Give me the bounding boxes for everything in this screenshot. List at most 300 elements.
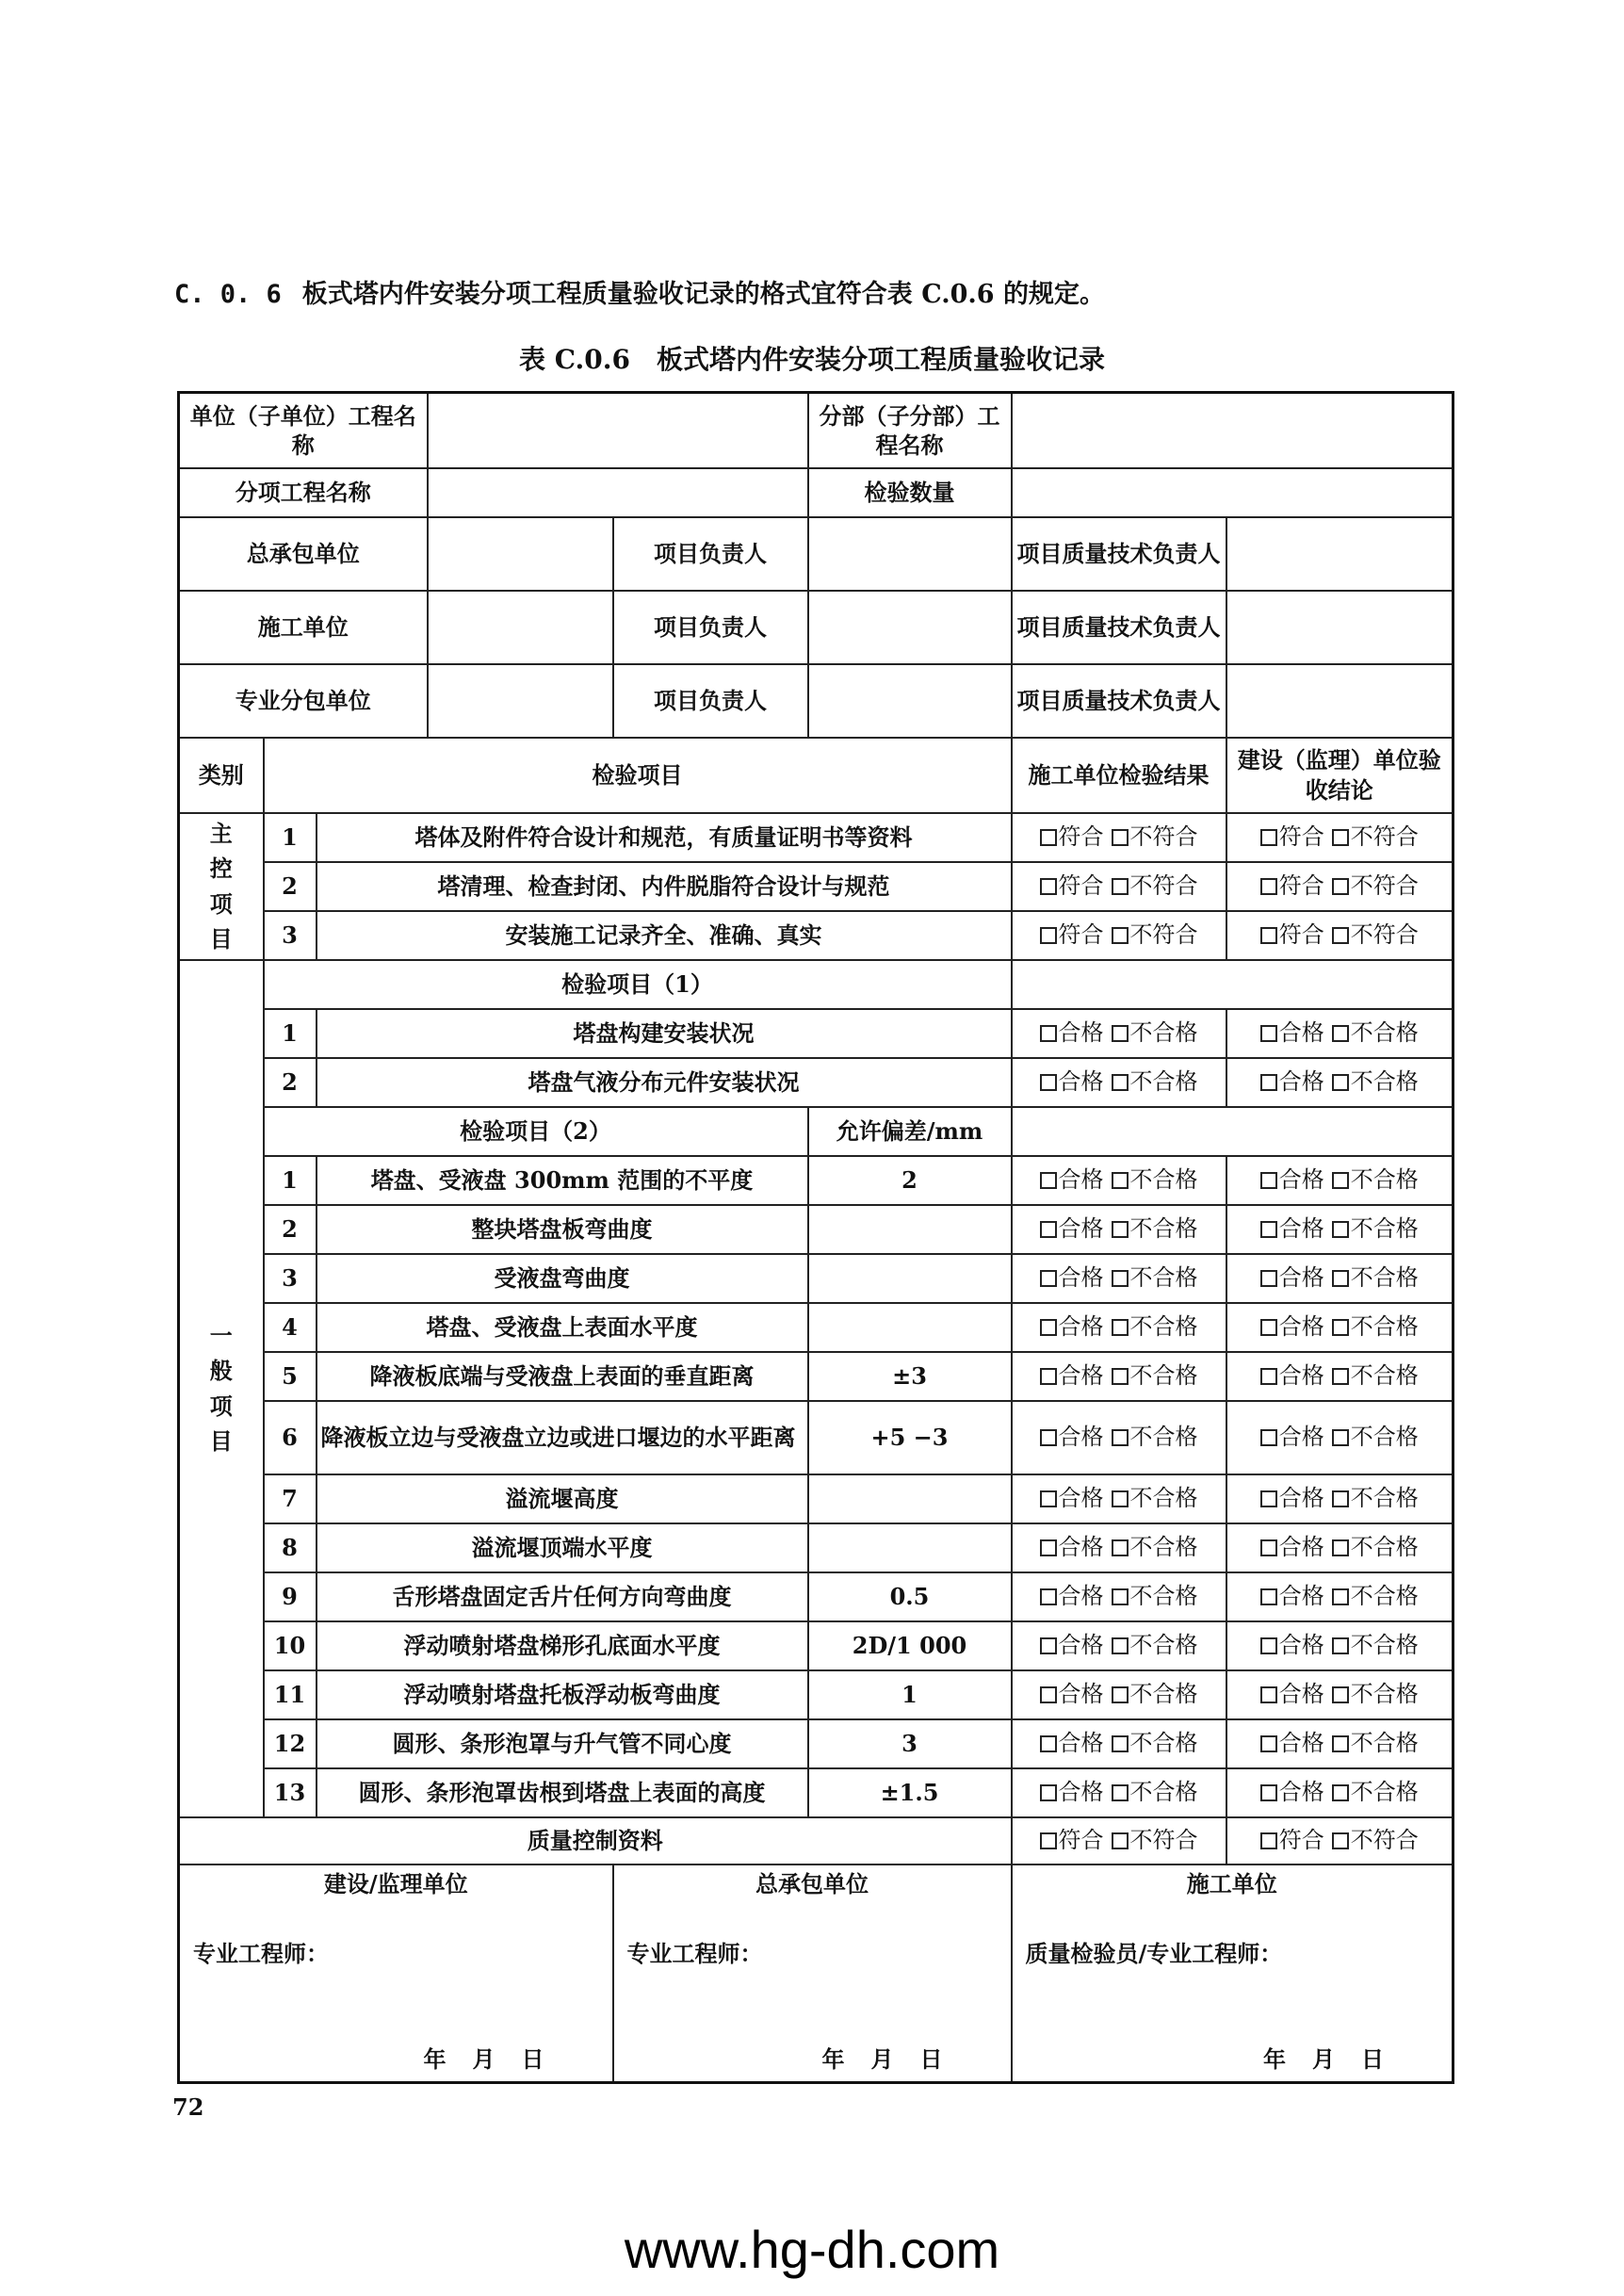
project-manager-field[interactable] (808, 664, 1012, 738)
checkbox-icon[interactable] (1332, 1172, 1349, 1189)
positive-option[interactable] (1260, 1424, 1324, 1450)
positive-option[interactable] (1260, 1534, 1324, 1560)
positive-option[interactable] (1260, 1313, 1324, 1340)
division-name-field[interactable] (1012, 393, 1453, 468)
option-label: 不符合 (1350, 871, 1419, 899)
option-label: 不符合 (1129, 920, 1198, 948)
checkbox-icon[interactable] (1112, 1270, 1129, 1287)
checkbox-icon[interactable] (1260, 1784, 1277, 1801)
checkbox-icon[interactable] (1040, 1490, 1057, 1507)
checkbox-icon[interactable] (1260, 1490, 1277, 1507)
table-row (179, 911, 1453, 960)
checkbox-icon[interactable] (1332, 1221, 1349, 1238)
checkbox-icon[interactable] (1260, 1735, 1277, 1752)
construction-result-check (1012, 813, 1226, 862)
positive-option[interactable] (1260, 1068, 1324, 1095)
checkbox-icon[interactable] (1040, 1832, 1057, 1849)
negative-option[interactable] (1332, 1681, 1419, 1707)
table-row (179, 1474, 1453, 1523)
checkbox-icon[interactable] (1332, 1025, 1349, 1042)
unit-name-label: 单位（子单位）工程名称 (179, 393, 428, 468)
construction-result-check (1012, 862, 1226, 911)
checkbox-icon[interactable] (1332, 1784, 1349, 1801)
negative-option[interactable] (1112, 1264, 1198, 1291)
project-manager-label: 项目负责人 (613, 591, 808, 664)
checkbox-icon[interactable] (1040, 1539, 1057, 1556)
table-row (179, 1572, 1453, 1621)
checkbox-icon[interactable] (1332, 878, 1349, 895)
positive-option[interactable] (1040, 1215, 1104, 1242)
item-description: 塔盘、受液盘 300mm 范围的不平度 (317, 1156, 808, 1205)
negative-option[interactable] (1112, 1485, 1198, 1511)
negative-option[interactable] (1112, 1583, 1198, 1609)
checkbox-icon[interactable] (1040, 1221, 1057, 1238)
positive-option[interactable] (1260, 1485, 1324, 1511)
supervision-conclusion-check (1226, 1768, 1453, 1817)
checkbox-icon[interactable] (1332, 1539, 1349, 1556)
inspection-qty-field[interactable] (1012, 468, 1453, 517)
checkbox-icon[interactable] (1040, 1784, 1057, 1801)
option-label: 不合格 (1350, 1214, 1419, 1242)
option-label: 合格 (1278, 1361, 1324, 1389)
negative-option[interactable] (1332, 1779, 1419, 1805)
option-label: 不符合 (1350, 822, 1419, 850)
general-contractor-field[interactable] (428, 517, 613, 591)
negative-option[interactable] (1332, 1313, 1419, 1340)
signature-date[interactable] (1239, 2044, 1386, 2074)
unit-name-field[interactable] (428, 393, 808, 468)
checkbox-icon[interactable] (1260, 1074, 1277, 1091)
positive-option[interactable] (1040, 1166, 1104, 1193)
positive-option[interactable] (1040, 1019, 1104, 1046)
checkbox-icon[interactable] (1260, 927, 1277, 944)
negative-option[interactable] (1332, 1166, 1419, 1193)
table-row (179, 1768, 1453, 1817)
checkbox-icon[interactable] (1040, 1686, 1057, 1703)
checkbox-icon[interactable] (1040, 1368, 1057, 1385)
tolerance-value: ±1.5 (808, 1768, 1012, 1817)
checkbox-icon[interactable] (1260, 1637, 1277, 1654)
negative-option[interactable] (1112, 1068, 1198, 1095)
table-row (179, 1303, 1453, 1352)
negative-option[interactable] (1112, 1019, 1198, 1046)
table-row (179, 1009, 1453, 1058)
positive-option[interactable] (1040, 872, 1104, 899)
tolerance-value: 1 (808, 1670, 1012, 1719)
item-number: 1 (264, 1156, 317, 1205)
construction-unit-field[interactable] (428, 591, 613, 664)
positive-option[interactable] (1260, 921, 1324, 948)
signature-block[interactable] (1012, 1864, 1453, 2083)
option-label: 不符合 (1350, 920, 1419, 948)
negative-option[interactable] (1112, 1632, 1198, 1658)
item-description: 降液板底端与受液盘上表面的垂直距离 (317, 1352, 808, 1401)
positive-option[interactable] (1260, 1779, 1324, 1805)
checkbox-icon[interactable] (1260, 1686, 1277, 1703)
option-label: 合格 (1058, 1263, 1104, 1291)
negative-option[interactable] (1112, 1730, 1198, 1756)
item-number: 1 (264, 813, 317, 862)
option-label: 不符合 (1129, 822, 1198, 850)
checkbox-icon[interactable] (1260, 1270, 1277, 1287)
checkbox-icon[interactable] (1040, 1637, 1057, 1654)
quality-control-label: 质量控制资料 (179, 1817, 1012, 1864)
table-row (179, 960, 1453, 1009)
positive-option[interactable] (1040, 1534, 1104, 1560)
positive-option[interactable] (1040, 1424, 1104, 1450)
option-label: 不合格 (1129, 1680, 1198, 1707)
tolerance-value: +5 −3 (808, 1401, 1012, 1474)
signature-date[interactable] (798, 2044, 945, 2074)
construction-result-header: 施工单位检验结果 (1012, 738, 1226, 813)
date-month-label: 月 (1312, 2044, 1337, 2073)
checkbox-icon[interactable] (1040, 1074, 1057, 1091)
checkbox-icon[interactable] (1332, 1637, 1349, 1654)
negative-option[interactable] (1332, 823, 1419, 850)
option-label: 不合格 (1350, 1729, 1419, 1756)
item-description: 塔盘构建安装状况 (317, 1009, 1012, 1058)
negative-option[interactable] (1332, 1730, 1419, 1756)
option-label: 合格 (1278, 1214, 1324, 1242)
option-label: 合格 (1278, 1582, 1324, 1609)
option-label: 不合格 (1350, 1312, 1419, 1340)
checkbox-icon[interactable] (1112, 1074, 1129, 1091)
checkbox-icon[interactable] (1332, 1319, 1349, 1336)
supervision-conclusion-check (1226, 1156, 1453, 1205)
option-label: 合格 (1058, 1214, 1104, 1242)
option-label: 不合格 (1350, 1778, 1419, 1805)
item-description: 溢流堰顶端水平度 (317, 1523, 808, 1572)
construction-result-check (1012, 1156, 1226, 1205)
general-category: 一 般 项 目 (179, 960, 264, 1817)
checkbox-icon[interactable] (1112, 829, 1129, 846)
option-label: 不合格 (1129, 1631, 1198, 1658)
item-number: 2 (264, 1205, 317, 1254)
option-label: 合格 (1058, 1778, 1104, 1805)
table-row (179, 1352, 1453, 1401)
positive-option[interactable] (1260, 1827, 1324, 1853)
negative-option[interactable] (1332, 1485, 1419, 1511)
negative-option[interactable] (1332, 1583, 1419, 1609)
checkbox-icon[interactable] (1260, 1025, 1277, 1042)
item-number: 3 (264, 911, 317, 960)
checkbox-icon[interactable] (1112, 1539, 1129, 1556)
table-row (179, 1401, 1453, 1474)
checkbox-icon[interactable] (1260, 1368, 1277, 1385)
option-label: 合格 (1278, 1067, 1324, 1095)
checkbox-icon[interactable] (1040, 1429, 1057, 1446)
checkbox-icon[interactable] (1260, 878, 1277, 895)
supervision-conclusion-check (1226, 1401, 1453, 1474)
item-number: 5 (264, 1352, 317, 1401)
tolerance-value (808, 1474, 1012, 1523)
option-label: 符合 (1058, 871, 1104, 899)
item-number: 2 (264, 1058, 317, 1107)
supervision-conclusion-check (1226, 813, 1453, 862)
option-label: 合格 (1278, 1778, 1324, 1805)
checkbox-icon[interactable] (1332, 1735, 1349, 1752)
signature-block[interactable] (613, 1864, 1012, 2083)
supervision-conclusion-check (1226, 1719, 1453, 1768)
tolerance-header: 允许偏差/mm (808, 1107, 1012, 1156)
checkbox-icon[interactable] (1112, 1832, 1129, 1849)
option-label: 合格 (1278, 1533, 1324, 1560)
negative-option[interactable] (1112, 1215, 1198, 1242)
quality-tech-field[interactable] (1226, 517, 1453, 591)
negative-option[interactable] (1332, 1068, 1419, 1095)
tolerance-value: 2 (808, 1156, 1012, 1205)
checkbox-icon[interactable] (1260, 1429, 1277, 1446)
option-label: 不合格 (1350, 1423, 1419, 1450)
negative-option[interactable] (1112, 1534, 1198, 1560)
checkbox-icon[interactable] (1112, 1429, 1129, 1446)
positive-option[interactable] (1260, 1019, 1324, 1046)
checkbox-icon[interactable] (1112, 1368, 1129, 1385)
signature-date[interactable] (399, 2044, 546, 2074)
table-row (179, 1621, 1453, 1670)
negative-option[interactable] (1332, 1632, 1419, 1658)
acceptance-record-table (177, 391, 1454, 2084)
option-label: 不合格 (1350, 1680, 1419, 1707)
positive-option[interactable] (1260, 1362, 1324, 1389)
construction-unit-label: 施工单位 (179, 591, 428, 664)
option-label: 不符合 (1129, 1826, 1198, 1853)
option-label: 合格 (1058, 1631, 1104, 1658)
supervision-conclusion-check (1226, 1205, 1453, 1254)
quality-tech-field[interactable] (1226, 591, 1453, 664)
item-number: 11 (264, 1670, 317, 1719)
construction-result-check (1012, 1719, 1226, 1768)
positive-option[interactable] (1260, 872, 1324, 899)
checkbox-icon[interactable] (1040, 1319, 1057, 1336)
checkbox-icon[interactable] (1332, 1074, 1349, 1091)
signature-block[interactable] (179, 1864, 613, 2083)
checkbox-icon[interactable] (1112, 1172, 1129, 1189)
checkbox-icon[interactable] (1040, 1735, 1057, 1752)
item-number: 10 (264, 1621, 317, 1670)
group2-blank (1012, 1107, 1453, 1156)
item-number: 6 (264, 1401, 317, 1474)
positive-option[interactable] (1260, 1632, 1324, 1658)
date-day-label: 日 (1361, 2044, 1386, 2073)
checkbox-icon[interactable] (1112, 1735, 1129, 1752)
negative-option[interactable] (1112, 1362, 1198, 1389)
date-month-label: 月 (472, 2044, 497, 2073)
negative-option[interactable] (1332, 1424, 1419, 1450)
checkbox-icon[interactable] (1112, 1221, 1129, 1238)
construction-result-check (1012, 1254, 1226, 1303)
supervision-conclusion-check (1226, 1058, 1453, 1107)
checkbox-icon[interactable] (1332, 1832, 1349, 1849)
option-label: 不合格 (1129, 1729, 1198, 1756)
construction-result-check (1012, 1205, 1226, 1254)
negative-option[interactable] (1332, 1534, 1419, 1560)
division-name-label: 分部（子分部）工程名称 (808, 393, 1012, 468)
option-label: 合格 (1278, 1165, 1324, 1193)
option-label: 不合格 (1129, 1533, 1198, 1560)
checkbox-icon[interactable] (1332, 1270, 1349, 1287)
checkbox-icon[interactable] (1112, 1319, 1129, 1336)
checkbox-icon[interactable] (1260, 829, 1277, 846)
checkbox-icon[interactable] (1260, 1832, 1277, 1849)
option-label: 不合格 (1129, 1263, 1198, 1291)
checkbox-icon[interactable] (1260, 1221, 1277, 1238)
checkbox-icon[interactable] (1040, 927, 1057, 944)
supervision-conclusion-check (1226, 1254, 1453, 1303)
positive-option[interactable] (1040, 1583, 1104, 1609)
option-label: 合格 (1278, 1680, 1324, 1707)
option-label: 不合格 (1350, 1631, 1419, 1658)
tolerance-value: ±3 (808, 1352, 1012, 1401)
option-label: 不合格 (1129, 1778, 1198, 1805)
positive-option[interactable] (1260, 1166, 1324, 1193)
checkbox-icon[interactable] (1112, 927, 1129, 944)
option-label: 不合格 (1350, 1067, 1419, 1095)
signature-unit: 建设/监理单位 (323, 1869, 468, 1897)
quality-tech-field[interactable] (1226, 664, 1453, 738)
negative-option[interactable] (1332, 1264, 1419, 1291)
checkbox-icon[interactable] (1112, 1588, 1129, 1605)
option-label: 合格 (1278, 1729, 1324, 1756)
checkbox-icon[interactable] (1332, 927, 1349, 944)
negative-option[interactable] (1112, 1779, 1198, 1805)
checkbox-icon[interactable] (1112, 1784, 1129, 1801)
option-label: 不合格 (1129, 1582, 1198, 1609)
tolerance-value (808, 1303, 1012, 1352)
checkbox-icon[interactable] (1112, 878, 1129, 895)
negative-option[interactable] (1112, 1681, 1198, 1707)
positive-option[interactable] (1260, 1583, 1324, 1609)
positive-option[interactable] (1040, 1681, 1104, 1707)
positive-option[interactable] (1040, 1068, 1104, 1095)
project-manager-label: 项目负责人 (613, 664, 808, 738)
date-year-label: 年 (423, 2044, 448, 2073)
positive-option[interactable] (1040, 1632, 1104, 1658)
checkbox-icon[interactable] (1112, 1686, 1129, 1703)
option-label: 符合 (1278, 920, 1324, 948)
table-row (179, 1523, 1453, 1572)
negative-option[interactable] (1112, 1166, 1198, 1193)
quality-tech-label: 项目质量技术负责人 (1012, 517, 1226, 591)
item-description: 塔清理、检查封闭、内件脱脂符合设计与规范 (317, 862, 1012, 911)
positive-option[interactable] (1040, 921, 1104, 948)
option-label: 不合格 (1129, 1484, 1198, 1511)
negative-option[interactable] (1112, 1424, 1198, 1450)
checkbox-icon[interactable] (1040, 829, 1057, 846)
date-year-label: 年 (1263, 2044, 1288, 2073)
checkbox-icon[interactable] (1040, 1588, 1057, 1605)
positive-option[interactable] (1260, 1681, 1324, 1707)
checkbox-icon[interactable] (1332, 1588, 1349, 1605)
positive-option[interactable] (1040, 1730, 1104, 1756)
supervision-conclusion-check (1226, 1523, 1453, 1572)
checkbox-icon[interactable] (1332, 1368, 1349, 1385)
category-header: 类别 (179, 738, 264, 813)
checkbox-icon[interactable] (1332, 829, 1349, 846)
positive-option[interactable] (1040, 1779, 1104, 1805)
negative-option[interactable] (1332, 1019, 1419, 1046)
positive-option[interactable] (1260, 1730, 1324, 1756)
negative-option[interactable] (1112, 921, 1198, 948)
project-manager-field[interactable] (808, 517, 1012, 591)
table-row (179, 1107, 1453, 1156)
negative-option[interactable] (1112, 872, 1198, 899)
option-label: 不合格 (1350, 1165, 1419, 1193)
checkbox-icon[interactable] (1112, 1490, 1129, 1507)
negative-option[interactable] (1332, 921, 1419, 948)
option-label: 合格 (1058, 1312, 1104, 1340)
positive-option[interactable] (1260, 823, 1324, 850)
subcontractor-label: 专业分包单位 (179, 664, 428, 738)
negative-option[interactable] (1332, 872, 1419, 899)
checkbox-icon[interactable] (1040, 878, 1057, 895)
negative-option[interactable] (1112, 823, 1198, 850)
negative-option[interactable] (1332, 1827, 1419, 1853)
positive-option[interactable] (1040, 1827, 1104, 1853)
checkbox-icon[interactable] (1332, 1429, 1349, 1446)
item-description: 浮动喷射塔盘托板浮动板弯曲度 (317, 1670, 808, 1719)
checkbox-icon[interactable] (1332, 1686, 1349, 1703)
positive-option[interactable] (1040, 1485, 1104, 1511)
option-label: 不合格 (1129, 1214, 1198, 1242)
tolerance-value: 0.5 (808, 1572, 1012, 1621)
negative-option[interactable] (1112, 1827, 1198, 1853)
checkbox-icon[interactable] (1260, 1319, 1277, 1336)
positive-option[interactable] (1260, 1215, 1324, 1242)
option-label: 符合 (1058, 1826, 1104, 1853)
positive-option[interactable] (1040, 823, 1104, 850)
option-label: 合格 (1278, 1631, 1324, 1658)
positive-option[interactable] (1260, 1264, 1324, 1291)
checkbox-icon[interactable] (1040, 1025, 1057, 1042)
signature-unit: 施工单位 (1186, 1869, 1277, 1897)
signature-role: 专业工程师： (626, 1939, 763, 1967)
subitem-name-field[interactable] (428, 468, 808, 517)
intro-paragraph (174, 273, 1105, 310)
checkbox-icon[interactable] (1040, 1270, 1057, 1287)
construction-result-check (1012, 1009, 1226, 1058)
item-number: 12 (264, 1719, 317, 1768)
option-label: 合格 (1278, 1263, 1324, 1291)
option-label: 合格 (1058, 1067, 1104, 1095)
clause-code: C. 0. 6 (174, 280, 282, 309)
option-label: 合格 (1278, 1423, 1324, 1450)
item-number: 13 (264, 1768, 317, 1817)
checkbox-icon[interactable] (1260, 1588, 1277, 1605)
positive-option[interactable] (1040, 1362, 1104, 1389)
positive-option[interactable] (1040, 1264, 1104, 1291)
option-label: 不符合 (1350, 1826, 1419, 1853)
checkbox-icon[interactable] (1332, 1490, 1349, 1507)
quality-tech-label: 项目质量技术负责人 (1012, 664, 1226, 738)
negative-option[interactable] (1332, 1362, 1419, 1389)
checkbox-icon[interactable] (1260, 1539, 1277, 1556)
checkbox-icon[interactable] (1112, 1637, 1129, 1654)
construction-result-check (1012, 1572, 1226, 1621)
project-manager-field[interactable] (808, 591, 1012, 664)
checkbox-icon[interactable] (1112, 1025, 1129, 1042)
page-number: 72 (172, 2093, 204, 2121)
group1-blank (1012, 960, 1453, 1009)
item-number: 7 (264, 1474, 317, 1523)
subcontractor-field[interactable] (428, 664, 613, 738)
checkbox-icon[interactable] (1040, 1172, 1057, 1189)
negative-option[interactable] (1112, 1313, 1198, 1340)
supervision-conclusion-check (1226, 1670, 1453, 1719)
negative-option[interactable] (1332, 1215, 1419, 1242)
positive-option[interactable] (1040, 1313, 1104, 1340)
checkbox-icon[interactable] (1260, 1172, 1277, 1189)
